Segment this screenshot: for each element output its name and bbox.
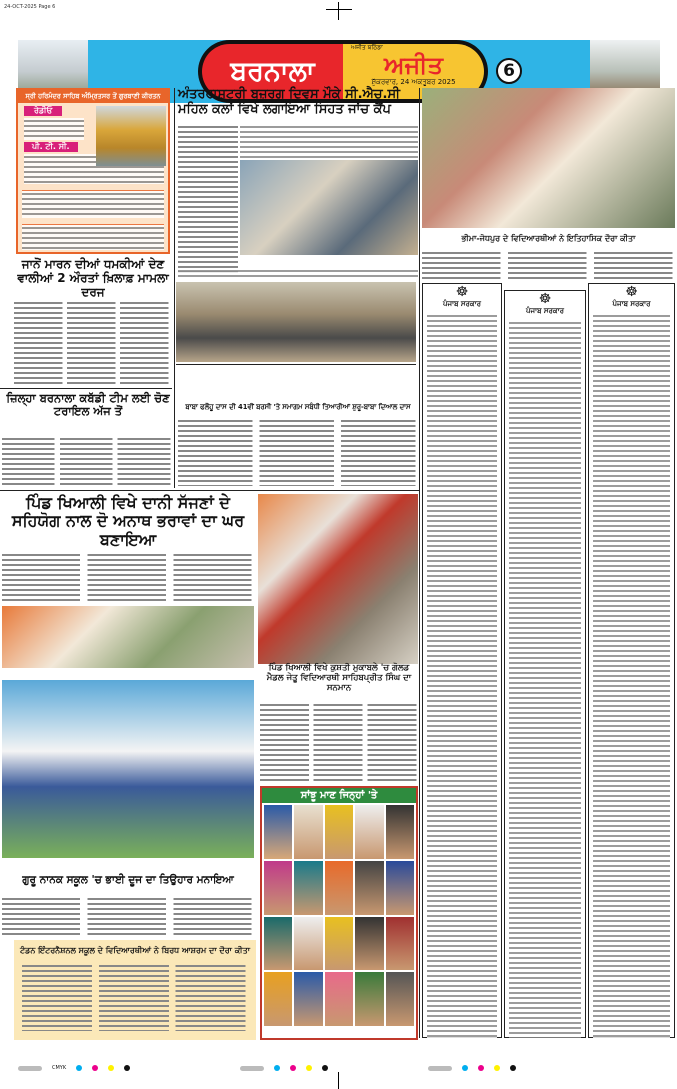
cmyk-label: CMYK [52,1065,67,1071]
students-photo [422,88,675,228]
print-slug: 24-OCT-2025 Page 6 [4,4,56,10]
tender-notice: ☸ ਪੰਜਾਬ ਸਰਕਾਰ [504,290,586,1038]
page-number: 6 [496,58,522,84]
headline-ashram: ਟੰਡਨ ਇੰਟਰਨੈਸ਼ਨਲ ਸਕੂਲ ਦੇ ਵਿਦਿਆਰਥੀਆਂ ਨੇ ਬਿਰਧ ਆਸ਼ਰਮ ਦਾ ਦੌਰਾ ਕੀਤਾ [20,946,250,955]
crop-mark [338,2,339,20]
story-body [2,552,254,604]
headline-students-visit: ਭੀਮਾ-ਜੋਧਪੁਰ ਦੇ ਵਿਦਿਆਰਥੀਆਂ ਨੇ ਇਤਿਹਾਸਿਕ ਦੌਰਾ ਕੀਤਾ [461,234,636,243]
tender-notice: ☸ ਪੰਜਾਬ ਸਰਕਾਰ [588,283,675,1038]
khiali-photo [2,606,254,668]
story-body [2,436,172,486]
masthead-edition: ਅਜੀਤ ਬਠਿੰਡਾ [351,44,383,51]
gurbani-title: ਸ੍ਰੀ ਹਰਿਮੰਦਰ ਸਾਹਿਬ ਅੰਮ੍ਰਿਤਸਰ ਤੋਂ ਗੁਰਬਾਣੀ ਕੀਰਤਨ [18,90,168,103]
story-body [178,124,238,274]
portrait-grid [262,803,416,1028]
radio-label: ਰੇਡੀਓ [24,106,62,116]
story-body [178,268,418,278]
headline-wrestling: ਪਿੰਡ ਖਿਆਲੀ ਵਿਖੇ ਕੁਸ਼ਤੀ ਮੁਕਾਬਲੇ 'ਚ ਗੋਲਡ ਮੈਡਲ ਜੇਤੂ ਵਿਦਿਆਰਥੀ ਸਾਹਿਬਪ੍ਰੀਤ ਸਿੰਘ ਦਾ ਸਨਮਾਨ [266,663,412,693]
headline-kabaddi: ਜ਼ਿਲ੍ਹਾ ਬਰਨਾਲਾ ਕਬੱਡੀ ਟੀਮ ਲਈ ਚੋਣ ਟਰਾਇਲ ਅੱਜ ਤੋਂ [6,391,170,419]
crop-mark [326,9,352,10]
tv-label: ਪੀ. ਟੀ. ਸੀ. [24,142,78,152]
govt-notice: ☸ ਪੰਜਾਬ ਸਰਕਾਰ [422,283,502,1038]
health-camp-photo [240,160,418,255]
masthead-paper: ਅਜੀਤ [384,51,443,79]
headline-house: ਪਿੰਡ ਖਿਆਲੀ ਵਿਖੇ ਦਾਨੀ ਸੱਜਣਾਂ ਦੇ ਸਹਿਯੋਗ ਨਾਲ ਦੋ ਅਨਾਥ ਭਰਾਵਾਂ ਦਾ ਘਰ ਬਣਾਇਆ [11,493,245,549]
story-body [22,963,248,1031]
headline-health-camp: ਅੰਤਰਰਾਸ਼ਟਰੀ ਬਜ਼ੁਰਗ ਦਿਵਸ ਮੌਕੇ ਸੀ.ਐਚ.ਸੀ ਮਹਿਲ ਕਲਾਂ ਵਿਖੇ ਲਗਾਇਆ ਸਿਹਤ ਜਾਂਚ ਕੈਂਪ [178,87,401,117]
notice-govt-label: ਪੰਜਾਬ ਸਰਕਾਰ [525,307,564,315]
crop-mark [338,1072,339,1089]
golden-temple-photo [96,106,166,166]
story-body [422,250,675,280]
story-body [240,124,418,158]
pride-box [260,786,418,1040]
story-body [178,418,418,486]
pride-box-title: ਸਾਂਝੂ ਮਾਣ ਜਿਨ੍ਹਾਂ 'ਤੇ [262,788,416,803]
house-ceremony-photo [258,494,418,664]
notice-govt-label: ਪੰਜਾਬ ਸਰਕਾਰ [442,300,481,308]
gurbani-box [16,88,170,254]
headline-barsi: ਬਾਬਾ ਫਲੌਹੂ ਦਾਸ ਦੀ 41ਵੀਂ ਬਰਸੀ 'ਤੇ ਸਮਾਗਮ ਸਬੰਧੀ ਤਿਆਰੀਆਂ ਸ਼ੁਰੂ-ਬਾਬਾ ਦਿਆਲ ਦਾਸ [185,403,411,411]
group-photo [176,282,416,362]
ashram-box [14,940,256,1040]
story-body [14,300,170,385]
masthead-date: ਸ਼ੁੱਕਰਵਾਰ, 24 ਅਕਤੂਬਰ 2025 [371,78,456,86]
headline-bhai-dooj: ਗੁਰੂ ਨਾਨਕ ਸਕੂਲ 'ਚ ਭਾਈ ਦੂਜ ਦਾ ਤਿਉਹਾਰ ਮਨਾਇਆ [22,874,234,886]
notice-govt-label: ਪੰਜਾਬ ਸਰਕਾਰ [612,300,651,308]
masthead-city: ਬਰਨਾਲਾ [230,55,315,87]
story-body [2,896,254,936]
color-bar [18,1064,660,1072]
headline-threats: ਜਾਨੋਂ ਮਾਰਨ ਦੀਆਂ ਧਮਕੀਆਂ ਦੇਣ ਵਾਲੀਆਂ 2 ਔਰਤਾਂ ਖ਼ਿਲਾਫ਼ ਮਾਮਲਾ ਦਰਜ [17,257,169,299]
story-body [260,702,418,782]
bhai-dooj-photo [2,680,254,858]
